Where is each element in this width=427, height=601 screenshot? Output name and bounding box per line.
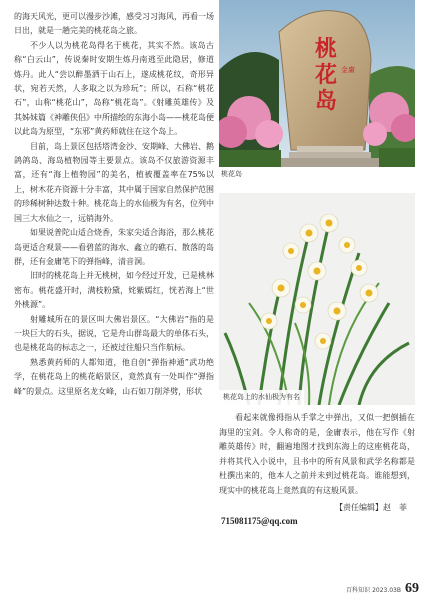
photo-caption: 桃花岛 [221,170,242,178]
right-column [219,0,415,528]
editor-email[interactable]: 715081175@qq.com [221,515,298,526]
article-paragraph: 旧时的桃花岛上并无桃树，如今经过开发，已是桃林密布。桃花盛开时，满枝粉黛，姹紫嫣红，恍若海上“世外桃源”。 [14,271,214,310]
left-column [14,10,214,399]
svg-text:金庸: 金庸 [341,66,355,74]
page-footer [346,581,419,597]
article-paragraph: 看起来就像拇指从手掌之中弹出，又似一把倒插在海里的宝剑。令人称奇的是，金庸表示，他在写作《射雕英雄传》时，翻遍地图才找到东海上的这座桃花岛，并将其代入小说中，且书中的所有风景和武学名称都是杜撰出来的，他本人之前并未到过桃花岛。谁能想到，现实中的桃花岛上竟然真的有这般风景。 [219,413,415,495]
article-paragraph: 的海天风光，更可以漫步沙滩，感受习习海风，再看一场日出，就是一趟完美的桃花岛之旅。 [14,12,214,36]
article-paragraph: 如果说普陀山适合烧香，朱家尖适合海浴，那么桃花岛更适合观景——看碧蓝的海水、鑫立的礁石、散落的岛群，还有金庸笔下的弹指峰，清音洞。 [14,228,214,266]
svg-text:岛: 岛 [315,88,338,114]
narcissus-photo [219,193,415,405]
page-number: 69 [405,581,419,596]
svg-text:桃: 桃 [315,36,338,62]
svg-text:花: 花 [315,62,338,88]
article-paragraph: 熟悉黄药师的人都知道，他自创“弹指神通”武功绝学，在桃花岛上的桃花峪景区，竟然真有一处叫作“弹指峰”的景点。这里原名龙女峰，山石如刀削斧劈，形状 [14,357,214,396]
photo-caption: 桃花岛上的水仙极为有名 [219,390,304,405]
article-paragraph: 目前，岛上景区包括塔湾金沙、安期峰、大佛岩、鹅鸽鸽岛、海岛植物园等主要景点。该岛不仅旅游资源丰富，还有“海上植物园”的美名，植被覆盖率在75%以上，树木花卉资源十分丰富，其中属于国家自然保护范围的珍稀树种达数十种。桃花岛上的水仙极为有名，位列中国三大水仙之一，远销海外。 [14,141,214,223]
right-text-block [219,411,415,499]
narcissus-illustration [219,193,415,405]
editor-credit: 【责任编辑】赵 菲 [335,502,407,512]
article-paragraph: 射雕城所在的景区叫大佛岩景区。“大佛岩”指的是一块巨大的石头，据说，它是舟山群岛最大的单体石头，也是桃花岛的标志之一，还被过往船只当作航标。 [14,314,214,353]
peach-island-illustration [219,0,415,167]
peach-island-photo [219,0,415,167]
article-paragraph: 不少人以为桃花岛得名于桃花，其实不然。该岛古称“白云山”，传说秦时安期生炼丹南逃至此隐居，修道炼丹。此人“尝以醉墨洒于山石上，遂成桃花纹，奇形异状，宛若天然，人多取之以为珍玩”；所以，石称“桃花石”，山称“桃花山”，岛称“桃花岛”。《射雕英雄传》及其姊妹篇《神雕侠侣》中所描绘的东海小岛——桃花岛便以此岛为原型，“东邪”黄药师就住在这个岛上。 [14,40,214,137]
magazine-issue: 百科知识 2023.03B [346,587,401,594]
